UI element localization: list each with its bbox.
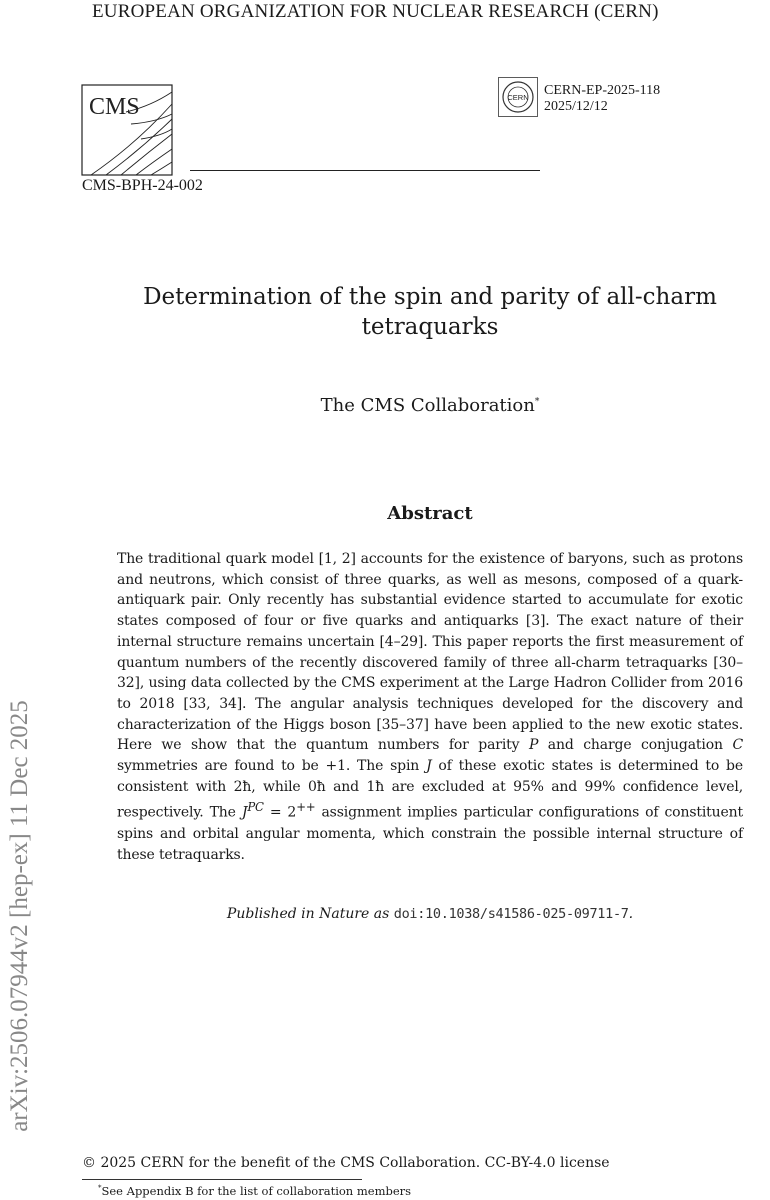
author-name: The CMS Collaboration [320, 395, 535, 416]
arxiv-identifier-stamp [0, 0, 40, 1200]
footnote-rule [82, 1179, 362, 1180]
jpc-value-superscript: ++ [296, 800, 316, 815]
footnote [98, 1184, 411, 1198]
symbol-spin: J [426, 758, 432, 775]
doi-link[interactable]: doi:10.1038/s41586-025-09711-7 [393, 906, 629, 922]
report-date: 2025/12/12 [544, 99, 608, 114]
paper-title: Determination of the spin and parity of all-charm tetraquarks [143, 284, 717, 340]
symbol-charge-conjugation: C [732, 737, 744, 754]
footnote-mark: * [98, 1184, 102, 1193]
report-number: CERN-EP-2025-118 [544, 83, 661, 98]
symbol-parity: P [528, 737, 539, 754]
cms-logo [81, 84, 173, 176]
cern-logo-text: CERN [507, 93, 529, 102]
jpc-superscript: PC [247, 800, 264, 815]
copyright-notice: © 2025 CERN for the benefit of the CMS Collaboration. CC-BY-4.0 license [82, 1155, 610, 1171]
author-line [100, 395, 760, 416]
header-rule [190, 170, 540, 171]
abstract-heading: Abstract [387, 503, 473, 524]
cms-logo-text: CMS [89, 94, 140, 120]
jpc-symbol: J [241, 805, 248, 822]
abstract-body: The traditional quark model [1, 2] accounts for the existence of baryons, such as protons and neutrons, which consist of three quarks, as well as mesons, composed of a quark-antiquark pair. Only recently has substantial evidence started to accumulate for exotic states composed of four or five quarks and antiquarks [3]. The exact nature of their internal structure remains uncertain [4–29]. This paper reports the first measurement of quantum numbers of the recently discovered family of three all-charm tetraquarks [30–32], using data collected by the CMS experiment at the Large Hadron Collider from 2016 to 2018 [33, 34]. The angular analysis techniques developed for the discovery and characterization of the Higgs boson [35–37] have been applied to the new exotic states. Here we show that the quantum numbers for parity P and charge conjugation C symmetries are found to be +1. The spin J of these exotic states is determined to be consistent with 2ħ, while 0ħ and 1ħ are excluded at 95% and 99% confidence level, respectively. The $J^{PC} = 2^{++}$ assignment implies particular configurations of constituent spins and orbital angular momenta, which constrain the possible internal structure of these tetraquarks. [117, 551, 744, 863]
cms-paper-number: CMS-BPH-24-002 [82, 177, 203, 194]
arxiv-identifier-text: arXiv:2506.07944v2 [hep-ex] 11 Dec 2025 [6, 700, 33, 1132]
footnote-text: See Appendix B for the list of collaboration members [101, 1184, 412, 1198]
publication-note: Published in Nature as doi:10.1038/s41586-025-09711-7. [226, 906, 634, 922]
cern-logo [498, 77, 538, 117]
organization-header: EUROPEAN ORGANIZATION FOR NUCLEAR RESEARCH (CERN) [92, 1, 659, 22]
author-footnote-mark: * [534, 397, 540, 407]
